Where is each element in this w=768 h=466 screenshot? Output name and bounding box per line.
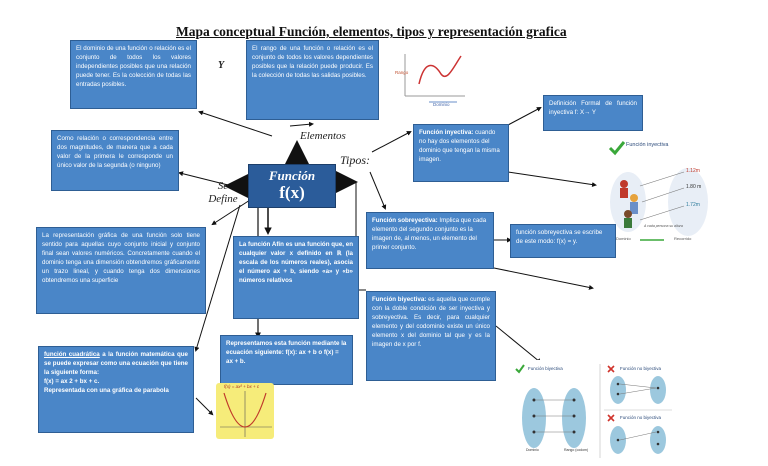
sobreyectiva-modo-box: función sobreyectiva se escribe de este modo: f(x) = y. (510, 224, 616, 258)
dominio-box: El dominio de una función o relación es el conjunto de todos los valores independientes posibles que una relación puede tener. Es la colección de todas las entradas posibles. (70, 40, 197, 109)
parabola-formula: f(x) = ax² + bx + c (224, 384, 260, 389)
inyectiva-text: cuando no hay dos elementos del dominio que tengan la misma imagen. (419, 129, 500, 163)
rango-dominio-graph (395, 46, 470, 108)
inyectiva-caption: A cada persona su altura (644, 224, 683, 228)
funcion-sobreyectiva-box (366, 212, 494, 269)
label-y: Y (218, 60, 225, 71)
biyectiva-title: Función biyectiva: (372, 296, 427, 303)
cuadratica-text: a la función matemática que se puede expresar como una ecuación que tiene la siguiente forma: (44, 351, 188, 376)
sobreyectiva-text: Implica que cada elemento del segundo conjunto es la imagen de, al menos, un elemento del primer conjunto. (372, 217, 487, 251)
cuadratica-representacion: Representada con una gráfica de parabola (44, 387, 169, 394)
cuadratica-title: función cuadrática (44, 351, 100, 358)
label-tipos: Tipos: (340, 153, 371, 167)
inyectiva-value-1: 1.12m (686, 168, 700, 174)
no-biyectiva-title-1: Función no biyectiva (620, 366, 662, 371)
funcion-afin-box: La función Afín es una función que, en cualquier valor x definido en ℝ (la escala de los números reales), asocia el número ax + b, siendo «a» y «b» números relativos (233, 236, 359, 319)
center-word: Función (268, 168, 316, 183)
biyectiva-text: es aquella que cumple con la doble condición de ser inyectiva y sobreyectiva. Es decir, para cualquier elemento y del codominio existe un único elemento x del dominio tal que y es la imagen de x por f. (372, 296, 491, 348)
parabola-graph (216, 383, 274, 439)
funcion-cuadratica-box (38, 346, 194, 433)
inyectiva-img-title: Función inyectiva (626, 142, 669, 148)
inyectiva-illustration (604, 136, 716, 248)
afin-ecuacion-box: Representamos esta función mediante la ecuación siguiente: f(x): ax + b o f(x) = ax + b. (220, 335, 353, 385)
no-biyectiva-title-2: Función no biyectiva (620, 415, 662, 420)
inyectiva-title: Función inyectiva: (419, 129, 474, 136)
biyectiva-set-b: Rango (codom) (564, 448, 589, 452)
center-symbol: f(x) (279, 183, 305, 202)
funcion-center-node (248, 164, 336, 208)
cuadratica-formula: f(x) = ax 2 + bx + c. (44, 378, 100, 385)
inyectiva-right-label: Recorrido (674, 236, 692, 241)
inyectiva-left-label: Dominio (616, 236, 631, 241)
label-se-define: Se Define (208, 180, 238, 205)
biyectiva-illustration (512, 360, 676, 460)
relacion-box: Como relación o correspondencia entre dos magnitudes, de manera que a cada valor de la primera le corresponde un único valor de la segunda (o ninguno) (51, 130, 179, 191)
biyectiva-img-title: Función biyectiva (528, 366, 563, 371)
representacion-box: La representación gráfica de una función solo tiene sentido para aquellas cuyo conjunto inicial y conjunto final sean valores numéricos. Concretamente cuando el dominio tenga una dimensión obtendremos gráficamente un trazo lineal, y cuando tenga dos dimensiones obtendremos una superficie (36, 227, 206, 314)
graph-x-label: Dominio (433, 102, 450, 107)
label-elementos: Elementos (300, 130, 346, 142)
biyectiva-set-a: Dominio (526, 448, 539, 452)
graph-y-label: Rango (395, 70, 409, 75)
funcion-biyectiva-box (366, 291, 496, 381)
sobreyectiva-title: Función sobreyectiva: (372, 217, 438, 224)
funcion-inyectiva-box (413, 124, 509, 182)
page-title: Mapa conceptual Función, elementos, tipos y representación grafica (176, 24, 567, 39)
definicion-inyectiva-box: Definición Formal de función inyectiva f: X→ Y (543, 95, 643, 131)
inyectiva-value-2: 1.80 m (686, 184, 702, 190)
inyectiva-value-3: 1.72m (686, 202, 700, 208)
rango-box: El rango de una función o relación es el conjunto de todos los valores dependientes posibles que la relación puede producir. Es la colección de todas las salidas posibles. (246, 40, 379, 120)
